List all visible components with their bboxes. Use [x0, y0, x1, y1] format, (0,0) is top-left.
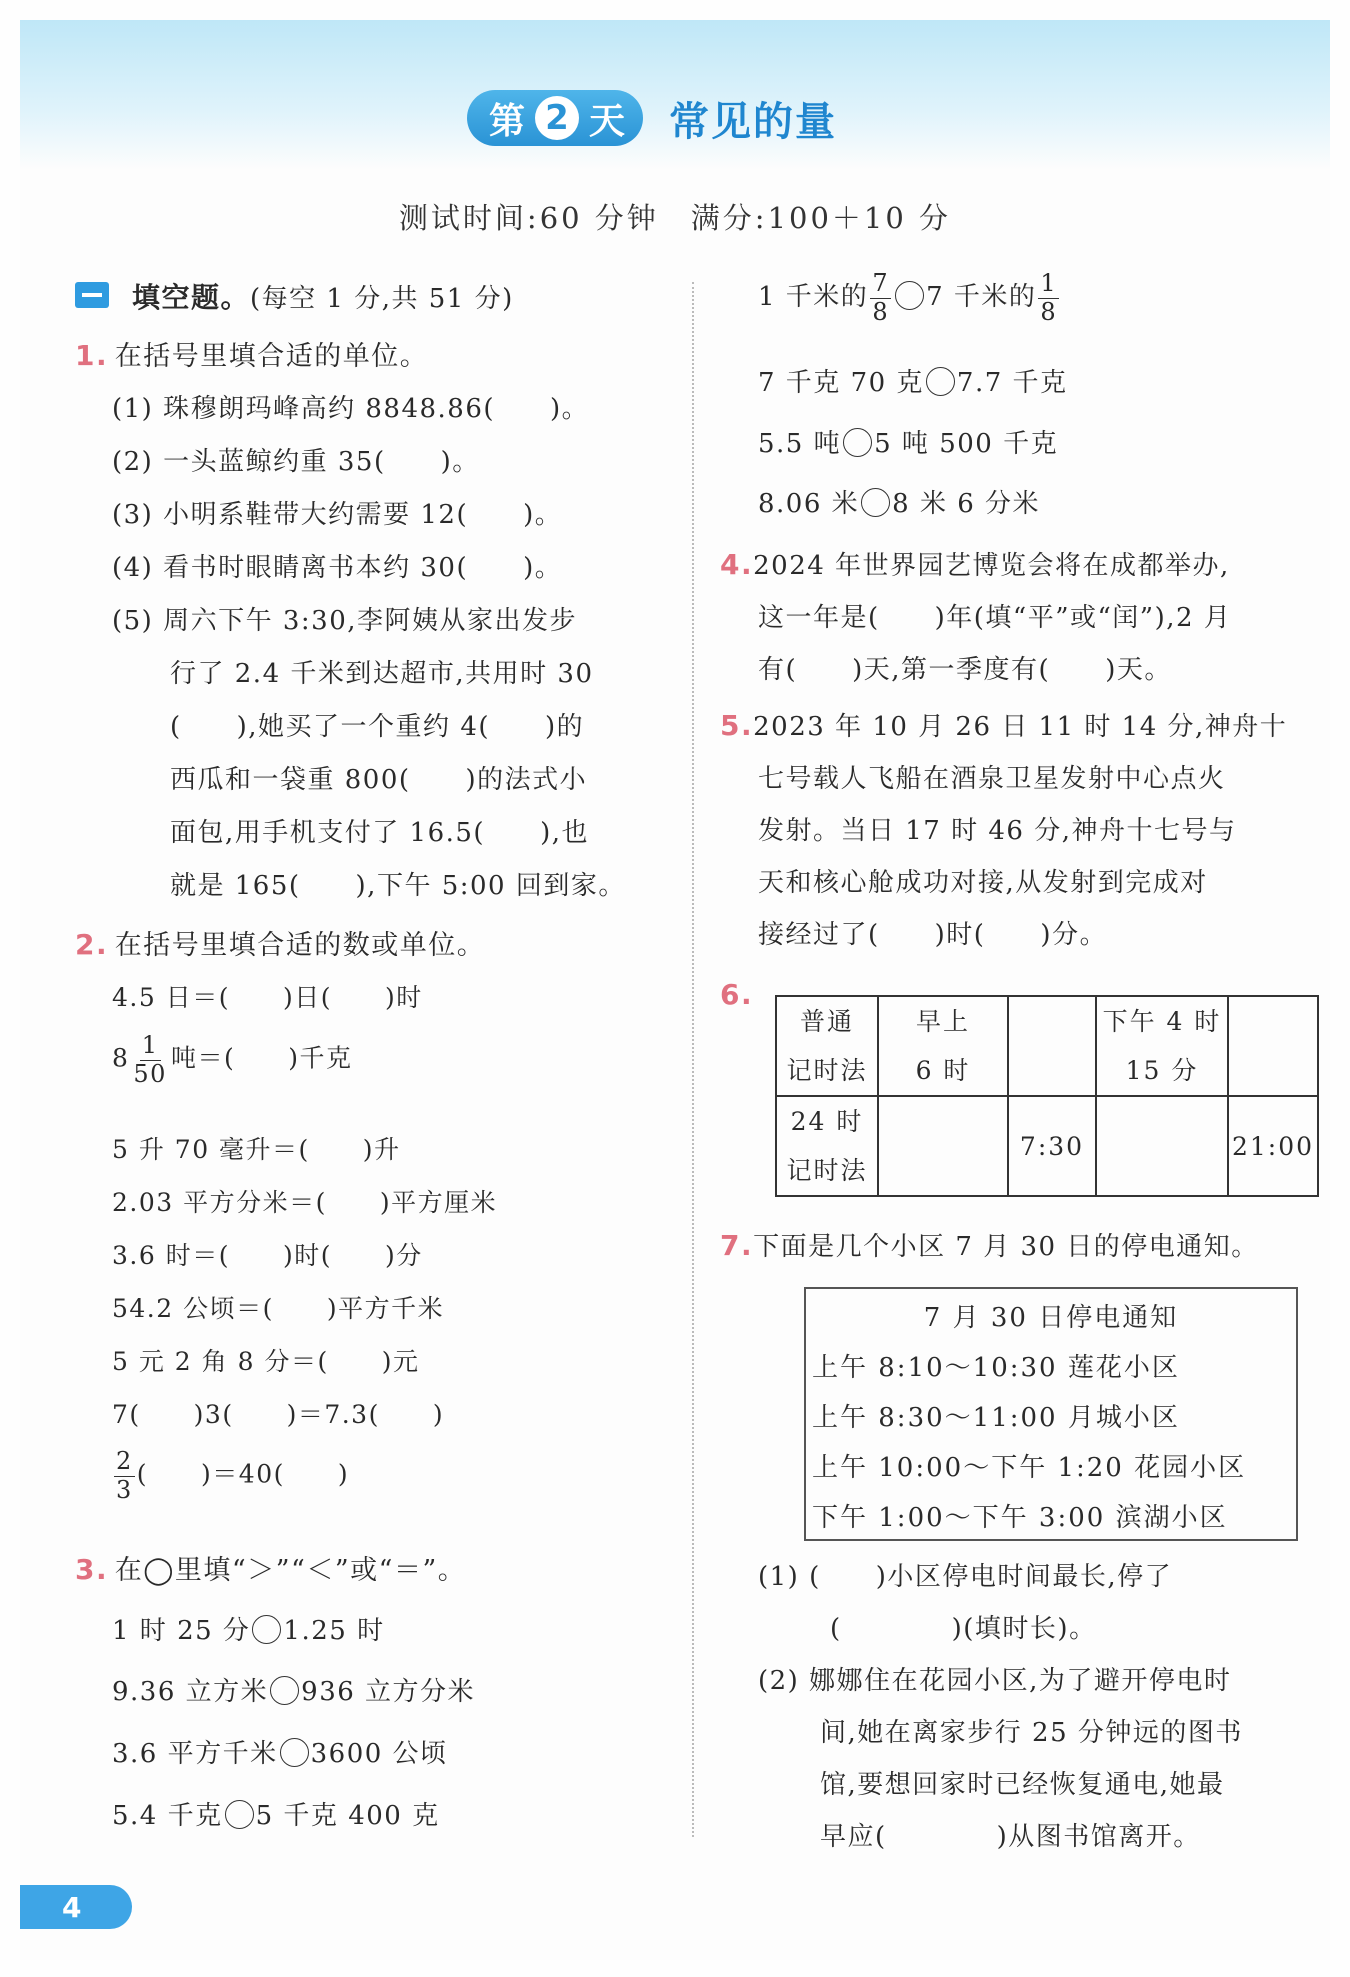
- compare-right: 5 千克 400 克: [255, 1801, 440, 1831]
- table-cell: 24 时 记时法: [776, 1096, 878, 1196]
- fraction: [1038, 270, 1059, 326]
- compare-left: 9.36 立方米: [112, 1677, 269, 1707]
- table-cell[interactable]: [878, 1096, 1008, 1196]
- q7-sub-line: 间,她在离家步行 25 分钟远的图书: [820, 1718, 1243, 1748]
- compare-right: 7 千米的: [926, 282, 1037, 313]
- compare-left: 8.06 米: [758, 489, 860, 519]
- q1-line: ( ),她买了一个重约 4( )的: [170, 712, 585, 742]
- denominator: 8: [872, 297, 890, 326]
- q4-line: 有( )天,第一季度有( )天。: [758, 655, 1172, 685]
- q6-number-wrap: [720, 978, 753, 1011]
- day-prefix: 第: [489, 100, 526, 142]
- table-cell: 7:30: [1008, 1096, 1096, 1196]
- compare-row: [758, 423, 1058, 460]
- q1-line: (2) 一头蓝鲸约重 35( )。: [112, 447, 480, 477]
- page-number: 4: [20, 1885, 132, 1929]
- compare-circle[interactable]: [926, 367, 955, 396]
- q7-sub-line: (1) ( )小区停电时间最长,停了: [758, 1562, 1173, 1592]
- fraction: [870, 270, 891, 326]
- fraction: [131, 1032, 169, 1088]
- q7-text: 下面是几个小区 7 月 30 日的停电通知。: [753, 1232, 1259, 1262]
- table-cell: 普通 记时法: [776, 996, 878, 1096]
- notice-title: 7 月 30 日停电通知: [923, 1303, 1179, 1333]
- table-cell[interactable]: [1096, 1096, 1228, 1196]
- mixed-whole: 8: [112, 1043, 130, 1073]
- compare-row-fraction: [758, 270, 1061, 326]
- q1-line: (5) 周六下午 3:30,李阿姨从家出发步: [112, 606, 578, 636]
- power-outage-notice: [804, 1287, 1298, 1541]
- compare-left: 3.6 平方千米: [112, 1739, 278, 1769]
- compare-circle[interactable]: [225, 1800, 254, 1829]
- q5-text: 2023 年 10 月 26 日 11 时 14 分,神舟十: [753, 712, 1288, 742]
- compare-right: 1.25 时: [283, 1616, 385, 1646]
- q2-line: 5 元 2 角 8 分＝( )元: [112, 1347, 420, 1376]
- q4-line: 这一年是( )年(填“平”或“闰”),2 月: [758, 603, 1232, 633]
- q2-line: 3.6 时＝( )时( )分: [112, 1241, 423, 1270]
- q1-line: (1) 珠穆朗玛峰高约 8848.86( )。: [112, 394, 590, 424]
- q2-line: 7( )3( )＝7.3( ): [112, 1400, 445, 1429]
- q1-number: 1.: [75, 339, 109, 372]
- q1-line: (3) 小明系鞋带大约需要 12( )。: [112, 500, 563, 530]
- q7-number: 7.: [720, 1229, 754, 1262]
- day-suffix: 天: [589, 100, 626, 142]
- table-cell: 下午 4 时 15 分: [1096, 996, 1228, 1096]
- section-title: 填空题。: [132, 281, 251, 314]
- table-cell: 早上 6 时: [878, 996, 1008, 1096]
- section-note: (每空 1 分,共 51 分): [250, 284, 514, 314]
- q1-line: 西瓜和一袋重 800( )的法式小: [170, 765, 588, 795]
- compare-row: [758, 483, 1040, 520]
- table-cell[interactable]: [1228, 996, 1318, 1096]
- numerator: 7: [872, 269, 890, 297]
- q7-sub-line: 早应( )从图书馆离开。: [820, 1822, 1201, 1852]
- table-cell: 21:00: [1228, 1096, 1318, 1196]
- q2-line-rest: ( )＝40( ): [136, 1459, 350, 1489]
- compare-right: 3600 公顷: [310, 1739, 448, 1769]
- table-row: [776, 996, 1318, 1096]
- notice-line: 上午 8:30～11:00 月城小区: [812, 1403, 1180, 1433]
- compare-right: 8 米 6 分米: [892, 489, 1041, 519]
- numerator: 1: [141, 1031, 159, 1059]
- denominator: 3: [116, 1475, 133, 1504]
- q4-text: 2024 年世界园艺博览会将在成都举办,: [753, 551, 1230, 581]
- q6-number: 6.: [720, 978, 754, 1011]
- notice-line: 下午 1:00～下午 3:00 滨湖小区: [812, 1503, 1228, 1533]
- q7-sub-line: (2) 娜娜住在花园小区,为了避开停电时: [758, 1666, 1232, 1696]
- q4-number: 4.: [720, 548, 754, 581]
- section-heading: [132, 276, 514, 316]
- q5-line: 七号载人飞船在酒泉卫星发射中心点火: [758, 764, 1226, 794]
- compare-circle[interactable]: [270, 1676, 299, 1705]
- q1-text: 在括号里填合适的单位。: [114, 341, 429, 372]
- q5-line: 天和核心舱成功对接,从发射到完成对: [758, 868, 1208, 898]
- notice-line: 上午 10:00～下午 1:20 花园小区: [812, 1453, 1247, 1483]
- table-cell[interactable]: [1008, 996, 1096, 1096]
- compare-left: 5.5 吨: [758, 429, 842, 459]
- compare-row: [112, 1795, 440, 1832]
- q7-sub-line: ( )(填时长)。: [830, 1614, 1097, 1644]
- numerator: 1: [1040, 269, 1058, 297]
- table-row: [776, 1096, 1318, 1196]
- q2-line: 4.5 日＝( )日( )时: [112, 983, 423, 1012]
- q3-prompt: [75, 1548, 466, 1587]
- compare-circle[interactable]: [252, 1615, 281, 1644]
- denominator: 8: [1040, 297, 1058, 326]
- q1-prompt: [75, 334, 428, 373]
- topic-title: 常见的量: [669, 98, 838, 145]
- column-divider: [692, 282, 694, 1837]
- q2-text: 在括号里填合适的数或单位。: [114, 930, 486, 961]
- compare-left: 5.4 千克: [112, 1801, 223, 1831]
- q3-text: 在◯里填“＞”“＜”或“＝”。: [114, 1555, 467, 1586]
- day-badge: [467, 90, 643, 146]
- worksheet-page: [20, 20, 1330, 1960]
- q3-number: 3.: [75, 1553, 109, 1586]
- compare-right: 5 吨 500 千克: [874, 429, 1059, 459]
- q2-line: 2.03 平方分米＝( )平方厘米: [112, 1188, 498, 1217]
- q2-prompt: [75, 923, 485, 962]
- page-title: [467, 88, 837, 148]
- compare-left: 7 千克 70 克: [758, 368, 924, 398]
- denominator: 50: [133, 1059, 167, 1088]
- q7-prompt: [720, 1226, 1259, 1263]
- q2-line: 5 升 70 毫升＝( )升: [112, 1135, 401, 1164]
- q5-line: [720, 706, 1287, 743]
- notice-line: 上午 8:10～10:30 莲花小区: [812, 1353, 1180, 1383]
- q5-line: 发射。当日 17 时 46 分,神舟十七号与: [758, 816, 1237, 846]
- compare-left: 1 千米的: [758, 282, 869, 313]
- compare-circle[interactable]: [280, 1738, 309, 1767]
- compare-row: [112, 1733, 448, 1770]
- q1-line: 就是 165( ),下午 5:00 回到家。: [170, 871, 626, 901]
- day-number: 2: [535, 96, 579, 140]
- compare-circle[interactable]: [843, 428, 872, 457]
- numerator: 2: [116, 1447, 133, 1475]
- compare-circle[interactable]: [895, 281, 924, 310]
- compare-left: 1 时 25 分: [112, 1616, 251, 1646]
- compare-right: 7.7 千克: [956, 368, 1068, 398]
- test-info: 测试时间:60 分钟 满分:100＋10 分: [398, 201, 952, 235]
- q1-line: 行了 2.4 千米到达超市,共用时 30: [170, 659, 594, 689]
- compare-circle[interactable]: [861, 488, 890, 517]
- section-one-icon: [75, 282, 109, 308]
- q4-line: [720, 545, 1230, 582]
- q1-line: (4) 看书时眼睛离书本约 30( )。: [112, 553, 563, 583]
- q7-sub-line: 馆,要想回家时已经恢复通电,她最: [820, 1770, 1225, 1800]
- compare-right: 936 立方分米: [301, 1677, 476, 1707]
- q5-number: 5.: [720, 709, 754, 742]
- time-conversion-table: [775, 995, 1319, 1197]
- compare-row: [758, 362, 1068, 399]
- q2-number: 2.: [75, 928, 109, 961]
- q2-line-rest: 吨＝( )千克: [170, 1043, 353, 1073]
- compare-row: [112, 1610, 385, 1647]
- fraction: [114, 1448, 135, 1504]
- compare-row: [112, 1671, 475, 1708]
- q1-line: 面包,用手机支付了 16.5( ),也: [170, 818, 589, 848]
- q2-line: 54.2 公顷＝( )平方千米: [112, 1294, 445, 1323]
- q5-line: 接经过了( )时( )分。: [758, 920, 1108, 950]
- q2-line-fraction: [112, 1448, 349, 1504]
- q2-line-fraction: [112, 1032, 352, 1088]
